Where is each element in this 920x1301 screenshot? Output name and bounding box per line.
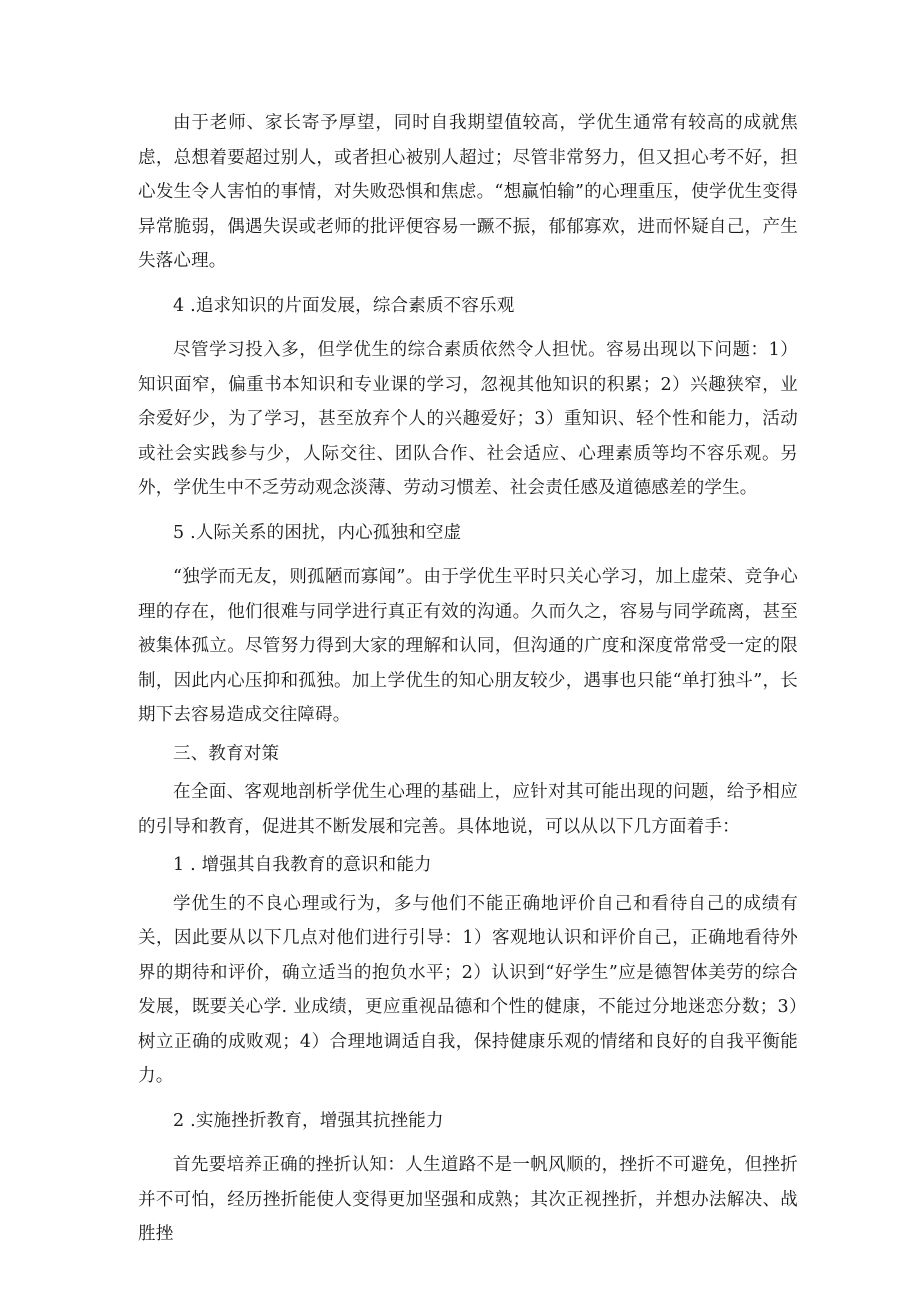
heading-4-one-sided-development: 4 .追求知识的片面发展，综合素质不容乐观 <box>173 295 515 316</box>
paragraph-loneliness: “独学而无友，则孤陋而寡闻”。由于学优生平时只关心学习，加上虚荣、竞争心理的存在，他们很难与同学进行真正有效的沟通。久而久之，容易与同学疏离，甚至被集体孤立。尽管努力得到大家的理解和认同，但沟通的广度和深度常常受一定的限制，因此内心压抑和孤独。加上学优生的知心朋友较少，遇事也只能“单打独斗”，长期下去容易造成交往障碍。 <box>138 567 798 725</box>
document-body <box>138 106 798 1252</box>
heading-5-interpersonal: 5 .人际关系的困扰，内心孤独和空虚 <box>173 522 462 543</box>
paragraph-strategies-intro: 在全面、客观地剖析学优生心理的基础上，应针对其可能出现的问题，给予相应的引导和教育，促进其不断发展和完善。具体地说，可以从以下几方面着手： <box>138 782 798 837</box>
paragraph-self-education: 学优生的不良心理或行为，多与他们不能正确地评价自己和看待自己的成绩有关，因此要从以下几点对他们进行引导：1）客观地认识和评价自己，正确地看待外界的期待和评价，确立适当的抱负水平；2）认识到“好学生”应是德智体美劳的综合发展，既要关心学. 业成绩，更应重视品德和个性的健康，不能过分地迷恋分数；3）树立正确的成败观；4）合理地调适自我，保持健康乐观的情绪和良好的自我平衡能力。 <box>138 893 798 1086</box>
paragraph-overall-quality: 尽管学习投入多，但学优生的综合素质依然令人担忧。容易出现以下问题：1）知识面窄，偏重书本知识和专业课的学习，忽视其他知识的积累；2）兴趣狭窄，业余爱好少，为了学习，甚至放弃个人的兴趣爱好；3）重知识、轻个性和能力，活动或社会实践参与少，人际交往、团队合作、社会适应、心理素质等均不容乐观。另外，学优生中不乏劳动观念淡薄、劳动习惯差、社会责任感及道德感差的学生。 <box>138 340 798 498</box>
paragraph-frustration-cognition: 首先要培养正确的挫折认知：人生道路不是一帆风顺的，挫折不可避免，但挫折并不可怕，经历挫折能使人变得更加坚强和成熟；其次正视挫折，并想办法解决、战胜挫 <box>138 1155 798 1244</box>
heading-2-frustration-education: 2 .实施挫折教育，增强其抗挫能力 <box>173 1110 444 1131</box>
heading-section-3-strategies: 三、教育对策 <box>173 743 280 764</box>
heading-1-self-education: 1 . 增强其自我教育的意识和能力 <box>173 855 432 875</box>
paragraph-achievement-anxiety: 由于老师、家长寄予厚望，同时自我期望值较高，学优生通常有较高的成就焦虑，总想着要超过别人，或者担心被别人超过；尽管非常努力，但又担心考不好，担心发生令人害怕的事情，对失败恐惧和焦虑。“想赢怕输”的心理重压，使学优生变得异常脆弱，偶遇失误或老师的批评便容易一蹶不振，郁郁寡欢，进而怀疑自己，产生失落心理。 <box>138 113 798 271</box>
